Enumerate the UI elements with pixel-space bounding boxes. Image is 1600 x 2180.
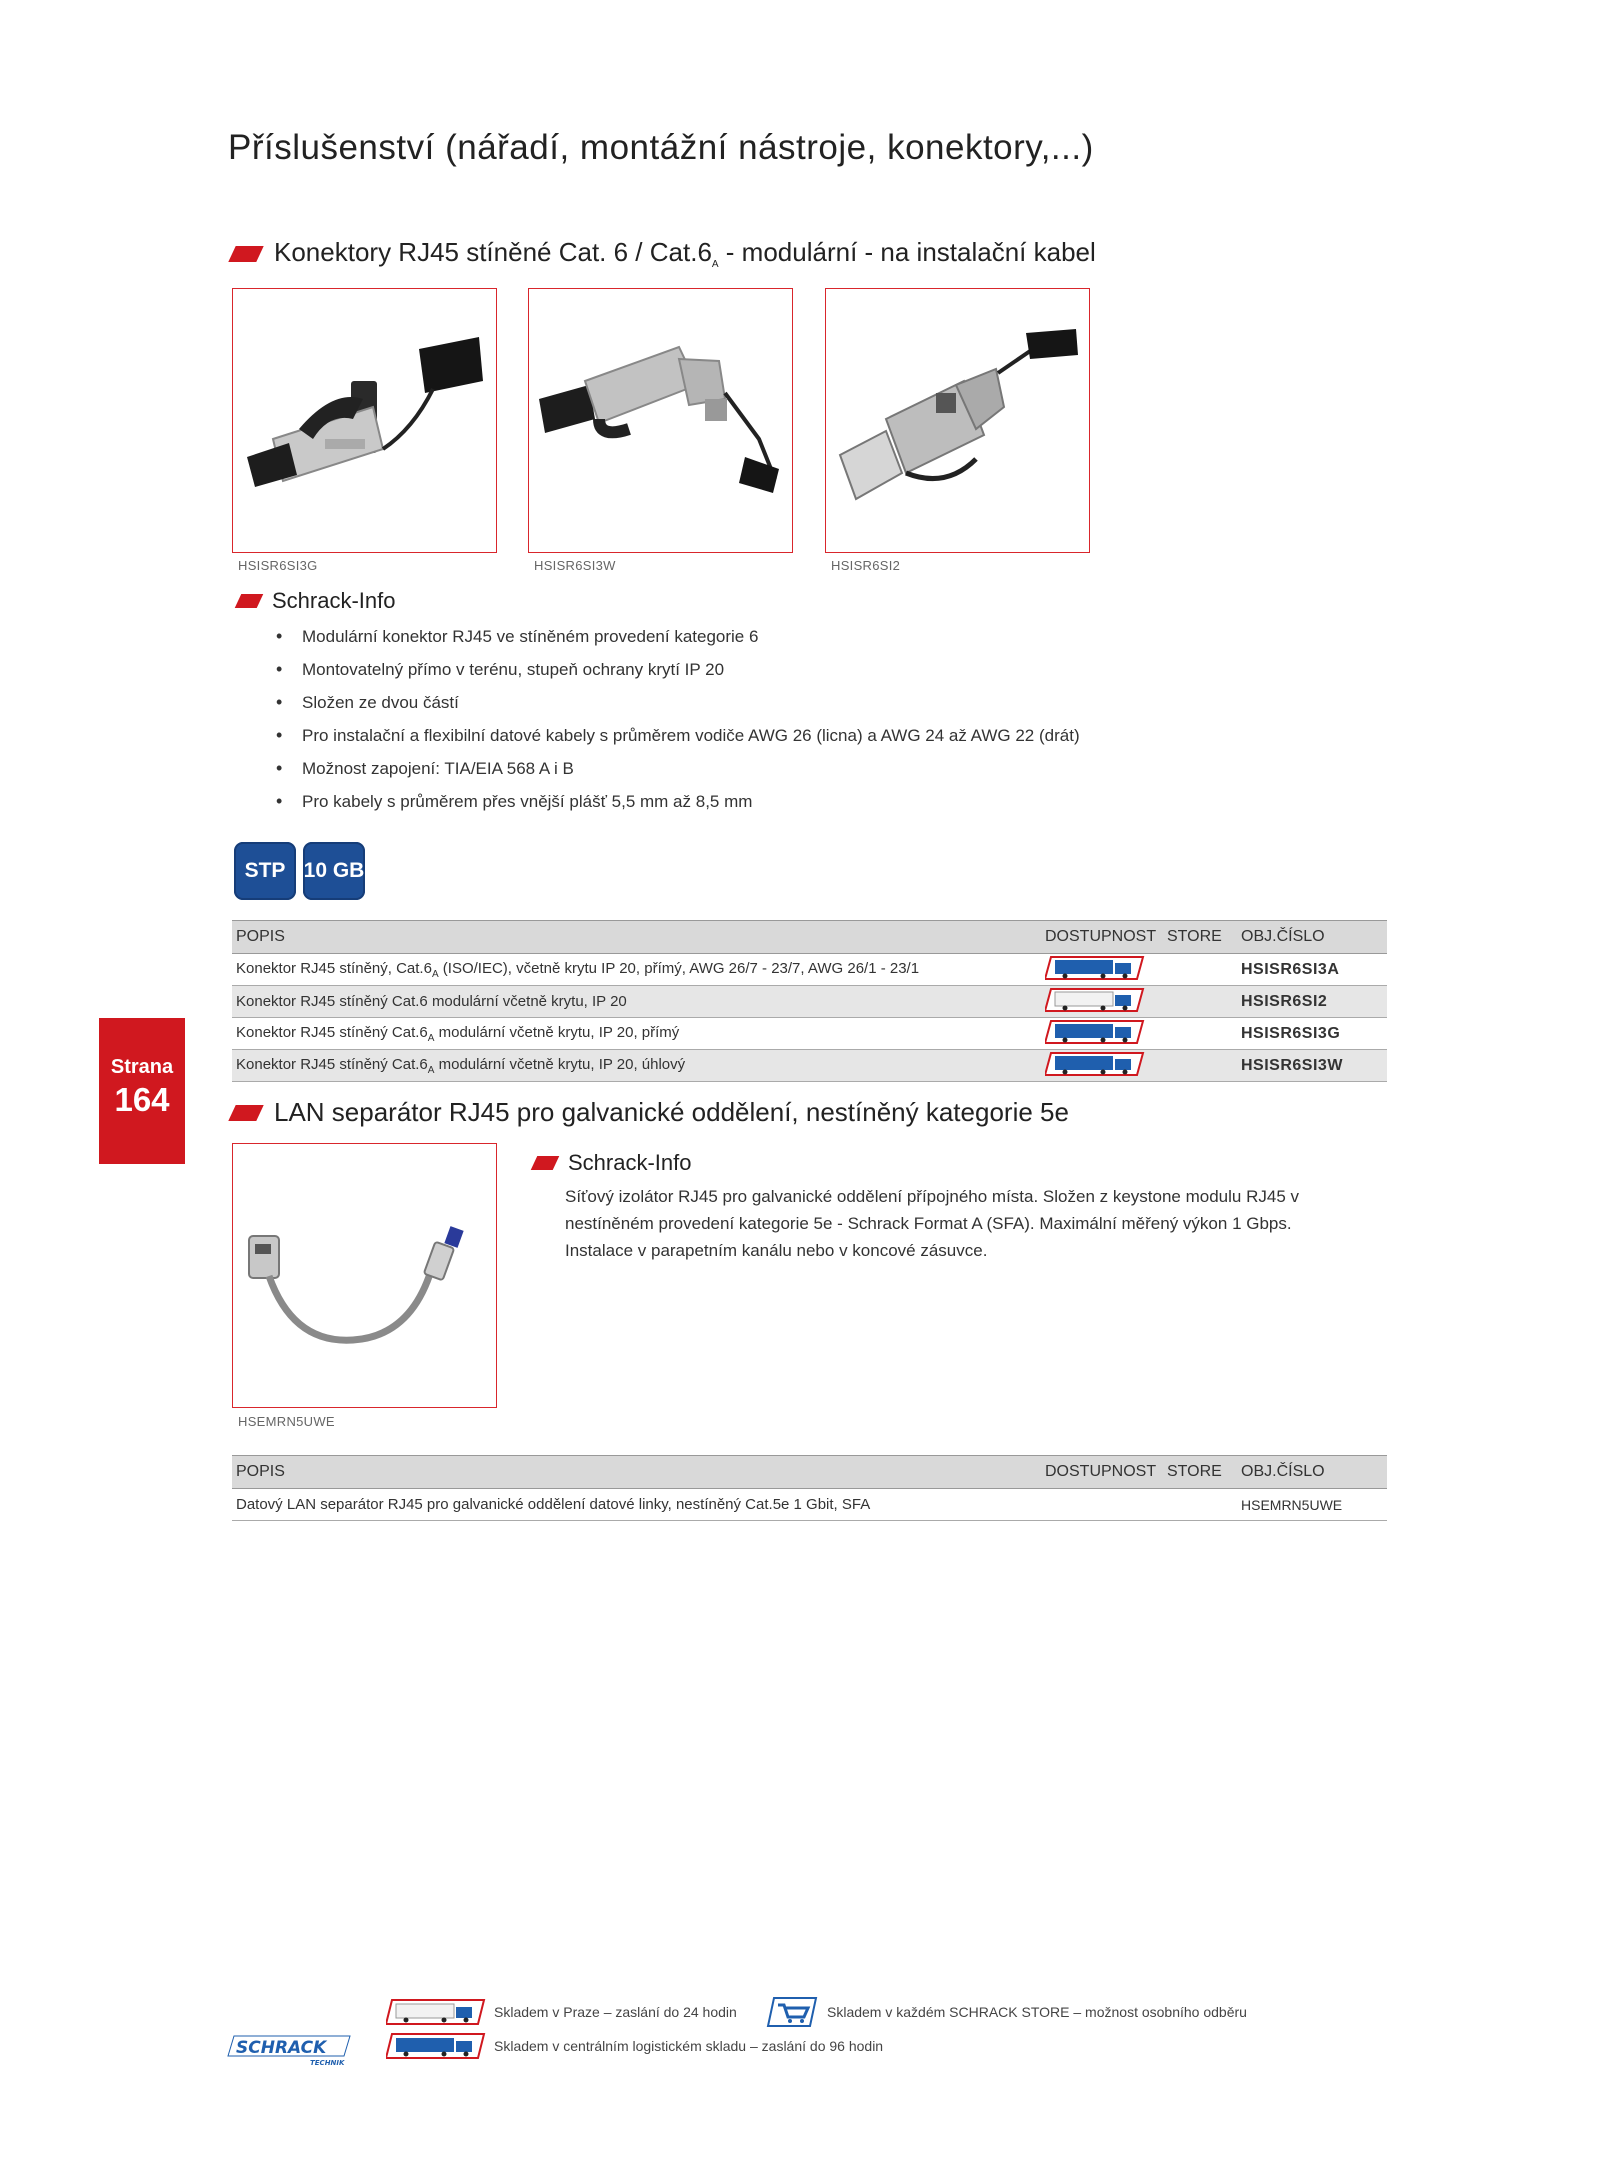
column-header-dostupnost: DOSTUPNOST [1041,921,1163,954]
list-item: • Pro kabely s průměrem přes vnější plášť 5,5 mm až 8,5 mm [276,785,1080,818]
info-line: Síťový izolátor RJ45 pro galvanické oddělení přípojného místa. Složen z keystone modulu RJ45 v [565,1187,1299,1206]
product-image-hsisr6si3g [232,288,497,553]
truck-white-icon [386,1998,486,2031]
info-line: Instalace v parapetním kanálu nebo v koncové zásuvce. [565,1241,988,1260]
column-header-store: STORE [1163,1456,1237,1489]
product-image-hsisr6si2 [825,288,1090,553]
stp-badge: STP [234,842,296,900]
store-cell [1163,954,1237,986]
section-marker [228,246,263,262]
store-cell [1163,1018,1237,1050]
row-description: Konektor RJ45 stíněný $Cat.6_A$ modulární včetně krytu, IP 20, přímý [232,1018,1041,1050]
legend-prague: Skladem v Praze – zaslání do 24 hodin [494,2004,737,2020]
list-item: • Pro instalační a flexibilní datové kabely s průměrem vodiče AWG 26 (licna) a AWG 24 až AWG 22 (drát) [276,719,1080,752]
order-code[interactable]: HSEMRN5UWE [1237,1489,1387,1521]
10gb-badge: 10 GB [303,842,365,900]
store-cell [1163,1489,1237,1521]
product-image-hsisr6si3w [528,288,793,553]
column-header-store: STORE [1163,921,1237,954]
schrack-info-heading [534,1150,692,1176]
order-code[interactable]: HSISR6SI3W [1237,1050,1387,1082]
table-row [232,1050,1387,1082]
table-row [232,986,1387,1018]
image-caption: HSISR6SI3G [238,558,318,573]
schrack-info-title: Schrack-Info [568,1150,692,1175]
info-line: nestíněném provedení kategorie 5e - Schrack Format A (SFA). Maximální měřený výkon 1 Gbps. [565,1214,1292,1233]
truck-blue-icon [1045,1051,1145,1077]
list-item: • Možnost zapojení: TIA/EIA 568 A i B [276,752,1080,785]
availability-cell [1041,1489,1163,1521]
section-marker [228,1105,263,1121]
schrack-info-heading [238,588,396,614]
image-caption: HSISR6SI3W [534,558,616,573]
legend-central: Skladem v centrálním logistickém skladu – zaslání do 96 hodin [494,2038,884,2054]
schrack-logo [226,2032,352,2073]
column-header-popis: POPIS [232,1456,1041,1489]
availability-cell [1041,954,1163,986]
legend-store: Skladem v každém SCHRACK STORE – možnost osobního odběru [827,2004,1247,2020]
store-cell [1163,1050,1237,1082]
section1-heading [232,237,1096,270]
table-row [232,954,1387,986]
image-caption: HSEMRN5UWE [238,1414,335,1429]
section2-title: LAN separátor RJ45 pro galvanické oddělení, nestíněný kategorie 5e [274,1097,1069,1127]
row-description: Konektor RJ45 stíněný Cat.6 modulární včetně krytu, IP 20 [232,986,1041,1018]
store-cell [1163,986,1237,1018]
row-description: Datový LAN separátor RJ45 pro galvanické oddělení datové linky, nestíněný Cat.5e 1 Gbit, SFA [232,1489,1041,1521]
feature-list [276,620,1080,818]
page-number-tab [99,1018,185,1164]
product-image-hsemrn5uwe [232,1143,497,1408]
order-code[interactable]: HSISR6SI3G [1237,1018,1387,1050]
page-title: Příslušenství (nářadí, montážní nástroje, konektory,...) [228,128,1094,167]
column-header-dostupnost: DOSTUPNOST [1041,1456,1163,1489]
truck-white-icon [1045,987,1145,1013]
page-label: Strana [110,1056,174,1078]
column-header-obj: OBJ.ČÍSLO [1237,921,1387,954]
page-number: 164 [114,1081,170,1118]
availability-cell [1041,1050,1163,1082]
row-description: Konektor RJ45 stíněný $Cat.6_A$ modulární včetně krytu, IP 20, úhlový [232,1050,1041,1082]
list-item: • Modulární konektor RJ45 ve stíněném provedení kategorie 6 [276,620,1080,653]
availability-cell [1041,986,1163,1018]
list-item: • Složen ze dvou částí [276,686,1080,719]
order-code[interactable]: HSISR6SI3A [1237,954,1387,986]
product-table [232,1455,1387,1521]
schrack-info-title: Schrack-Info [272,588,396,613]
image-caption: HSISR6SI2 [831,558,901,573]
info-paragraph [565,1183,1299,1264]
column-header-popis: POPIS [232,921,1041,954]
section2-heading [232,1097,1069,1128]
truck-blue-icon [1045,955,1145,981]
row-description: Konektor RJ45 stíněný, $Cat.6_A$ (ISO/IEC), včetně krytu IP 20, přímý, AWG 26/7 - 23/7, AWG 26/1 - 23/1 [232,954,1041,986]
logo-text: SCHRACK [236,2038,327,2058]
order-code[interactable]: HSISR6SI2 [1237,986,1387,1018]
section-marker [531,1156,560,1170]
availability-cell [1041,1018,1163,1050]
list-item: • Montovatelný přímo v terénu, stupeň ochrany krytí IP 20 [276,653,1080,686]
table-row [232,1489,1387,1521]
logo-subtext: TECHNIK [310,2059,345,2067]
truck-blue-icon [386,2032,486,2065]
shopping-cart-icon [766,1996,818,2033]
product-table [232,920,1387,1082]
table-row [232,1018,1387,1050]
section1-title: Konektory RJ45 stíněné Cat. $6 / Cat.6_A$ - modulární - na instalační kabel [274,237,1096,271]
truck-blue-icon [1045,1019,1145,1045]
section-marker [235,594,264,608]
column-header-obj: OBJ.ČÍSLO [1237,1456,1387,1489]
